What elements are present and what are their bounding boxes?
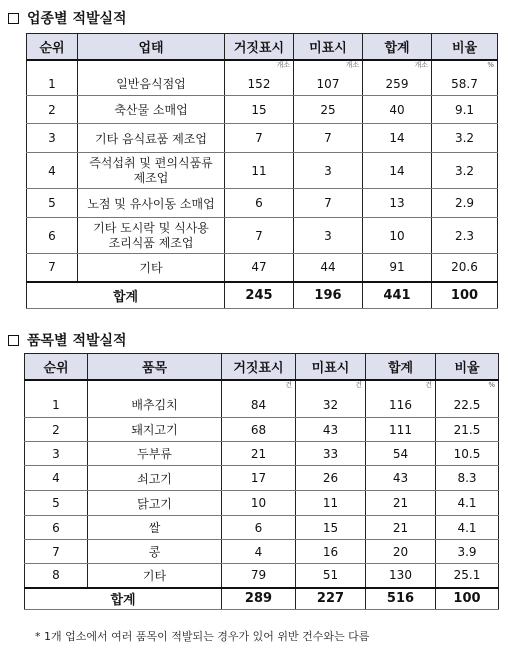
total-cell: 건 116 — [366, 380, 436, 418]
product-total-row — [25, 588, 499, 610]
total-cell: 14 — [363, 124, 432, 153]
unmarked-cell: 43 — [296, 418, 366, 442]
total-label: 합계 — [27, 282, 225, 309]
fake-cell: 17 — [222, 466, 296, 491]
fake-cell: 건 84 — [222, 380, 296, 418]
header-rank: 순위 — [27, 34, 78, 60]
product-section-title — [8, 330, 127, 350]
unmarked-cell: 개소 107 — [294, 60, 363, 96]
header-total: 합계 — [363, 34, 432, 60]
total-cell: 40 — [363, 96, 432, 124]
unmarked-cell: 건 32 — [296, 380, 366, 418]
rank-cell: 1 — [25, 380, 88, 418]
ratio-cell: 8.3 — [436, 466, 499, 491]
unit-label: 개소 — [276, 60, 290, 69]
product-cell: 쌀 — [88, 516, 222, 540]
table-row — [27, 254, 498, 282]
table-row — [25, 516, 499, 540]
total-total: 441 — [363, 282, 432, 309]
total-total: 516 — [366, 588, 436, 610]
total-fake: 289 — [222, 588, 296, 610]
table-row — [25, 418, 499, 442]
header-ratio: 비율 — [436, 354, 499, 380]
table-row — [27, 60, 498, 96]
header-fake-label: 거짓표시 — [225, 34, 294, 60]
total-cell: 91 — [363, 254, 432, 282]
table-row — [27, 124, 498, 153]
ratio-cell: 10.5 — [436, 442, 499, 466]
table-row — [25, 466, 499, 491]
ratio-cell: 9.1 — [432, 96, 498, 124]
unit-label: 건 — [285, 380, 292, 389]
header-rank: 순위 — [25, 354, 88, 380]
product-cell: 콩 — [88, 540, 222, 564]
total-unmarked: 196 — [294, 282, 363, 309]
total-ratio: 100 — [436, 588, 499, 610]
unmarked-cell: 3 — [294, 218, 363, 254]
table-row — [27, 153, 498, 189]
ratio-cell: 3.9 — [436, 540, 499, 564]
total-cell: 54 — [366, 442, 436, 466]
header-fake-label: 거짓표시 — [222, 354, 296, 380]
table-row — [25, 491, 499, 516]
business-type-cell: 기타 도시락 및 식사용 조리식품 제조업 — [78, 218, 225, 254]
rank-cell: 6 — [25, 516, 88, 540]
unit-label: 건 — [425, 380, 432, 389]
fake-cell: 11 — [225, 153, 294, 189]
rank-cell: 7 — [27, 254, 78, 282]
total-label: 합계 — [25, 588, 222, 610]
product-header-row — [25, 354, 499, 380]
business-type-cell: 즉석섭취 및 편의식품류 제조업 — [78, 153, 225, 189]
product-title-text: 품목별 적발실적 — [27, 333, 127, 349]
header-unmarked: 미표시 — [296, 354, 366, 380]
unmarked-cell: 7 — [294, 124, 363, 153]
fake-cell: 79 — [222, 564, 296, 588]
unit-label: % — [488, 380, 495, 389]
business-type-cell: 노점 및 유사이동 소매업 — [78, 189, 225, 218]
fake-cell: 7 — [225, 218, 294, 254]
product-table — [24, 353, 499, 610]
unmarked-cell: 33 — [296, 442, 366, 466]
fake-cell: 15 — [225, 96, 294, 124]
unit-label: 건 — [355, 380, 362, 389]
table-row — [27, 96, 498, 124]
business-type-cell: 일반음식점업 — [78, 60, 225, 96]
product-cell: 배추김치 — [88, 380, 222, 418]
unmarked-cell: 7 — [294, 189, 363, 218]
ratio-cell: 4.1 — [436, 491, 499, 516]
ratio-cell: 3.2 — [432, 124, 498, 153]
header-business-type: 업태 — [78, 34, 225, 60]
rank-cell: 2 — [27, 96, 78, 124]
ratio-cell: 3.2 — [432, 153, 498, 189]
total-cell: 21 — [366, 491, 436, 516]
table-row — [25, 540, 499, 564]
fake-cell: 6 — [225, 189, 294, 218]
fake-cell: 47 — [225, 254, 294, 282]
total-cell: 111 — [366, 418, 436, 442]
fake-cell: 7 — [225, 124, 294, 153]
total-cell: 14 — [363, 153, 432, 189]
total-fake: 245 — [225, 282, 294, 309]
fake-cell: 21 — [222, 442, 296, 466]
table-row — [25, 564, 499, 588]
business-type-cell: 기타 — [78, 254, 225, 282]
product-cell: 돼지고기 — [88, 418, 222, 442]
table-row — [27, 189, 498, 218]
table-row — [25, 442, 499, 466]
table-row — [25, 380, 499, 418]
ratio-cell: % 58.7 — [432, 60, 498, 96]
checkbox-square-icon — [8, 335, 19, 346]
ratio-cell: 4.1 — [436, 516, 499, 540]
product-cell: 두부류 — [88, 442, 222, 466]
rank-cell: 3 — [25, 442, 88, 466]
unmarked-cell: 25 — [294, 96, 363, 124]
unit-label: 개소 — [345, 60, 359, 69]
checkbox-square-icon — [8, 13, 19, 24]
ratio-cell: 25.1 — [436, 564, 499, 588]
total-cell: 43 — [366, 466, 436, 491]
rank-cell: 4 — [25, 466, 88, 491]
header-unmarked: 미표시 — [294, 34, 363, 60]
ratio-cell: 2.9 — [432, 189, 498, 218]
unit-label: % — [487, 60, 494, 69]
fake-cell: 개소 152 — [225, 60, 294, 96]
fake-cell: 4 — [222, 540, 296, 564]
industry-title-text: 업종별 적발실적 — [27, 11, 127, 27]
header-total: 합계 — [366, 354, 436, 380]
unmarked-cell: 44 — [294, 254, 363, 282]
ratio-cell: % 22.5 — [436, 380, 499, 418]
industry-section-title — [8, 8, 127, 28]
rank-cell: 6 — [27, 218, 78, 254]
total-cell: 10 — [363, 218, 432, 254]
ratio-cell: 20.6 — [432, 254, 498, 282]
total-cell: 20 — [366, 540, 436, 564]
total-cell: 개소 259 — [363, 60, 432, 96]
product-cell: 닭고기 — [88, 491, 222, 516]
industry-header-row — [27, 34, 498, 60]
total-cell: 13 — [363, 189, 432, 218]
rank-cell: 5 — [27, 189, 78, 218]
unmarked-cell: 3 — [294, 153, 363, 189]
business-type-cell: 기타 음식료품 제조업 — [78, 124, 225, 153]
unit-label: 개소 — [414, 60, 428, 69]
business-type-cell: 축산물 소매업 — [78, 96, 225, 124]
rank-cell: 4 — [27, 153, 78, 189]
fake-cell: 68 — [222, 418, 296, 442]
table-row — [27, 218, 498, 254]
rank-cell: 3 — [27, 124, 78, 153]
ratio-cell: 21.5 — [436, 418, 499, 442]
fake-cell: 6 — [222, 516, 296, 540]
header-product: 품목 — [88, 354, 222, 380]
total-cell: 130 — [366, 564, 436, 588]
unmarked-cell: 51 — [296, 564, 366, 588]
unmarked-cell: 15 — [296, 516, 366, 540]
unmarked-cell: 11 — [296, 491, 366, 516]
ratio-cell: 2.3 — [432, 218, 498, 254]
unmarked-cell: 16 — [296, 540, 366, 564]
rank-cell: 7 — [25, 540, 88, 564]
rank-cell: 1 — [27, 60, 78, 96]
product-cell: 기타 — [88, 564, 222, 588]
rank-cell: 5 — [25, 491, 88, 516]
unmarked-cell: 26 — [296, 466, 366, 491]
header-ratio: 비율 — [432, 34, 498, 60]
rank-cell: 2 — [25, 418, 88, 442]
total-cell: 21 — [366, 516, 436, 540]
total-unmarked: 227 — [296, 588, 366, 610]
footnote: * 1개 업소에서 여러 품목이 적발되는 경우가 있어 위반 건수와는 다름 — [35, 630, 370, 643]
total-ratio: 100 — [432, 282, 498, 309]
rank-cell: 8 — [25, 564, 88, 588]
industry-table — [26, 33, 498, 309]
industry-total-row — [27, 282, 498, 309]
fake-cell: 10 — [222, 491, 296, 516]
product-cell: 쇠고기 — [88, 466, 222, 491]
